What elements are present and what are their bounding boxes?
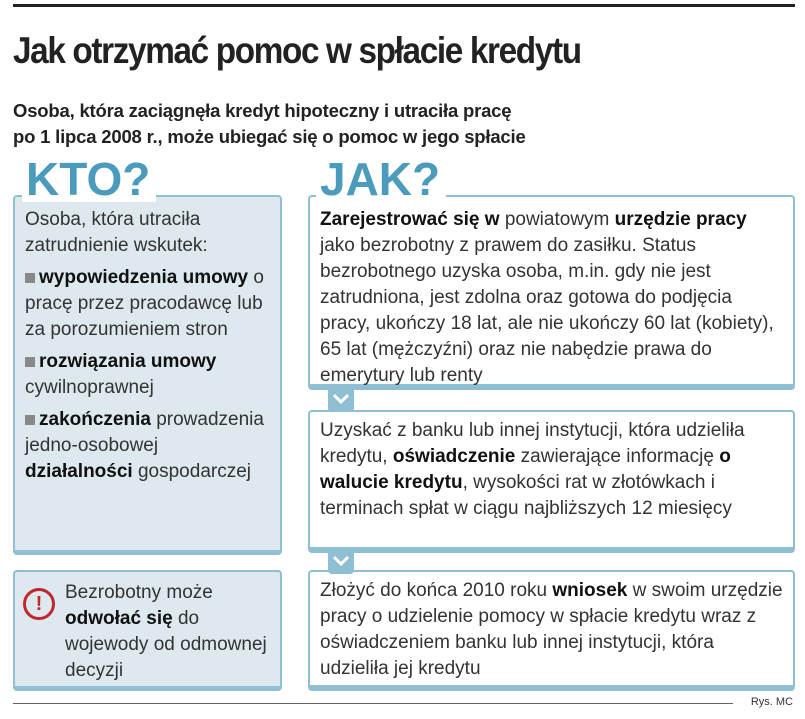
kto-box [13,195,282,555]
kto-heading: KTO? [22,156,156,202]
step-text: Złożyć do końca 2010 roku [320,580,553,601]
subtitle-line: po 1 lipca 2008 r., może ubiegać się o pomoc w jego spłacie [13,126,526,147]
step-text: powiatowym [499,209,615,230]
top-rule [13,4,795,7]
kto-bullet [25,407,270,485]
bullet-text: gospodarczej [132,461,251,482]
bullet-square-icon [25,273,35,283]
step-bold: Zarejestrować się w [320,209,500,230]
step-text: Uzyskać z banku lub innej instytucji, która udzieliła kredytu, [320,420,745,467]
bullet-text: prowadzenia jedno-osobowej [25,409,264,456]
step-text: jako bezrobotny z prawem do zasiłku. Status bezrobotnego uzyska osoba, m.in. gdy nie jest zatrudniona, jest zdolna oraz gotowa do podjęcia pracy, ukończy 18 lat, ale nie ukończy 60 lat (kobiety), 65 lat (mężczyźni) oraz nie nabędzie prawa do emerytury lub renty [320,235,774,386]
bullet-text: o pracę przez pracodawcę lub za porozumieniem stron [25,267,264,340]
step-3-box [308,570,795,691]
bullet-bold: wypowiedzenia umowy [39,267,249,288]
step-bold: wniosek [552,580,628,601]
kto-bullet [25,265,270,343]
kto-bullet [25,349,270,401]
bullet-square-icon [25,357,35,367]
step-1-box [308,195,795,390]
subtitle-line: Osoba, która zaciągnęła kredyt hipoteczny i utraciła pracę [13,100,512,121]
step-text: w swoim urzędzie pracy o udzielenie pomocy w spłacie kredytu wraz z oświadczeniem banku lub innej instytucji, która udzieliła jej kredytu [320,580,783,679]
bullet-bold: rozwiązania umowy [39,351,217,372]
step-bold: urzędzie pracy [614,209,747,230]
step-2-box [308,410,795,553]
warning-text: do wojewody od odmownej decyzji [65,608,267,681]
bullet-bold: zakończenia [39,409,151,430]
step-bold: o walucie kredytu [320,446,731,493]
warning-bold: odwołać się [65,608,173,629]
exclamation-icon: ! [23,588,55,620]
warning-box [13,570,282,691]
step-text: zawierające informację [515,446,720,467]
jak-heading: JAK? [316,156,446,202]
step-text: , wysokości rat w złotówkach i terminach spłat w ciągu najbliższych 12 miesięcy [320,472,732,519]
bullet-text: cywilnoprawnej [25,377,154,398]
bullet-bold: działalności [25,461,133,482]
bullet-square-icon [25,415,35,425]
bottom-rule [13,703,733,704]
chevron-down-icon [328,552,354,574]
credit: Rys. MC [750,696,793,708]
subtitle [13,98,526,150]
kto-intro: Osoba, która utraciła zatrudnienie wskutek: [25,209,208,256]
chevron-down-icon [328,390,354,412]
warning-text: Bezrobotny może [65,582,213,603]
page-title: Jak otrzymać pomoc w spłacie kredytu [13,30,581,71]
step-bold: oświadczenie [392,446,516,467]
